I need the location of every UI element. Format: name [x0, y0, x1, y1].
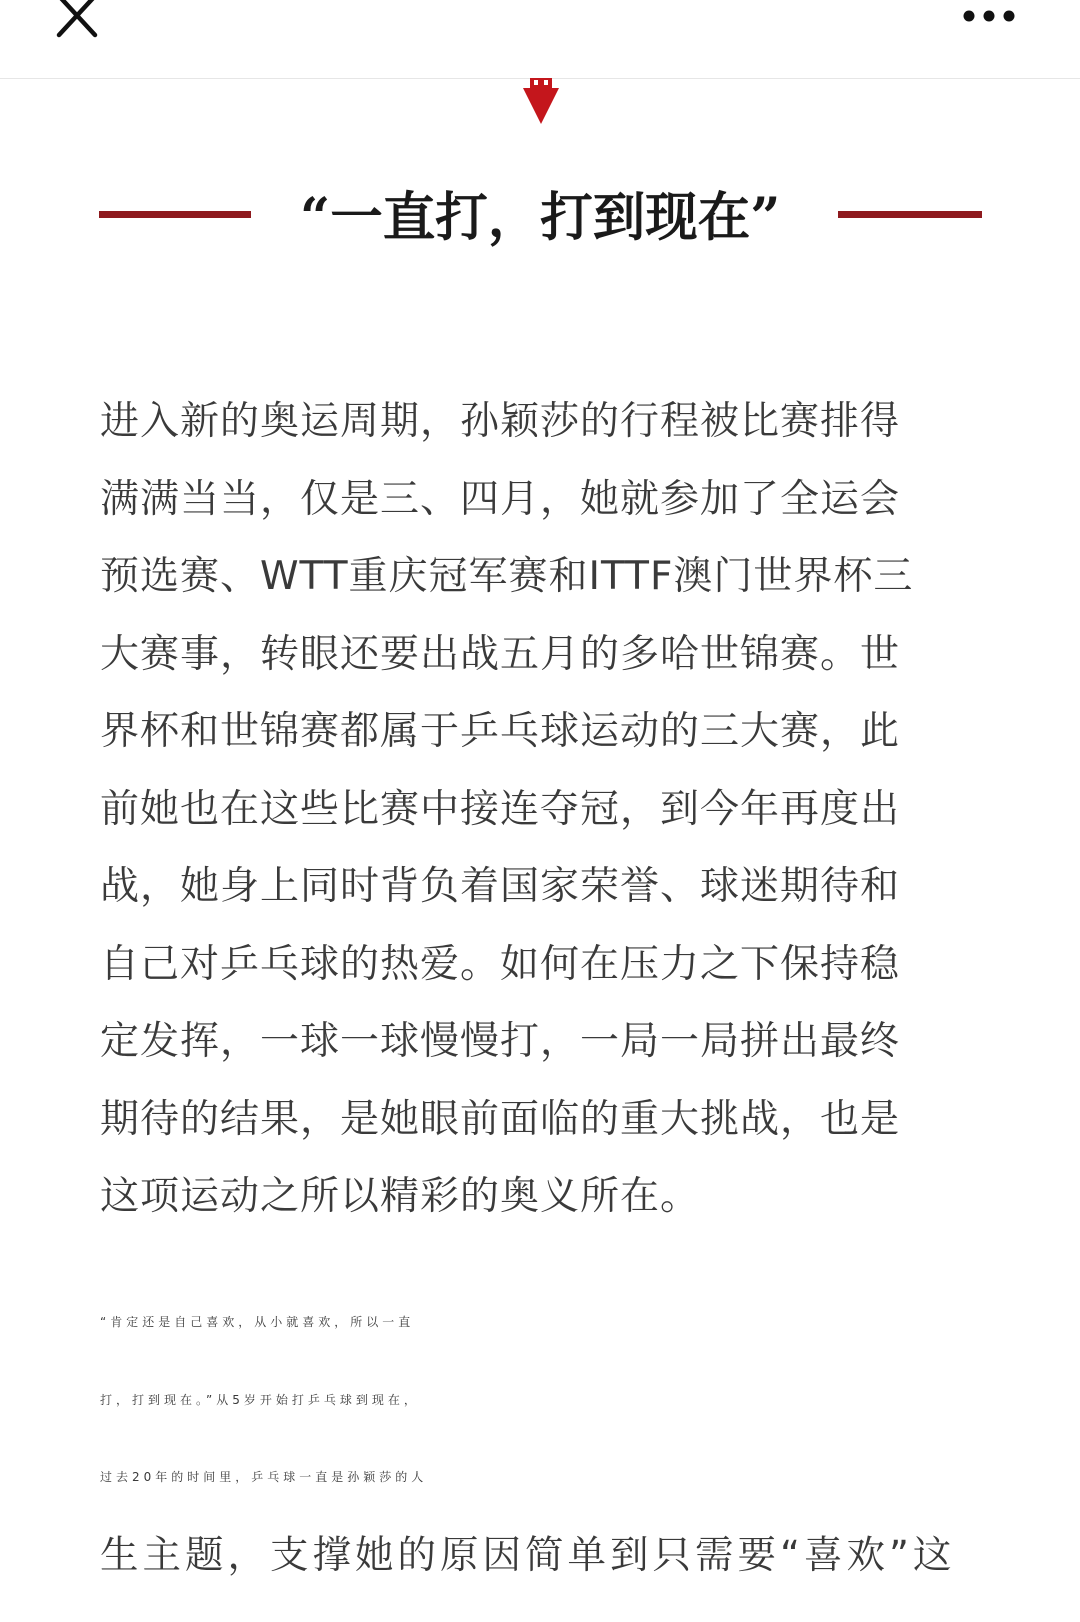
paragraph-line: “肯定还是自己喜欢，从小就喜欢，所以一直 — [100, 1315, 415, 1329]
article-paragraph-1 — [100, 383, 913, 1236]
more-options-button[interactable] — [960, 0, 1040, 40]
title-rule-left — [99, 211, 251, 218]
paragraph-line: 前她也在这些比赛中接连夺冠，到今年再度出 — [100, 786, 901, 832]
close-button[interactable] — [50, 0, 112, 48]
paragraph-line: 定发挥，一球一球慢慢打，一局一局拼出最终 — [100, 1019, 901, 1064]
top-nav-bar — [0, 0, 1080, 79]
paragraph-line: 打，打到现在。”从5岁开始打乒乓球到现在， — [100, 1392, 420, 1407]
paragraph-line: 过去20年的时间里，乒乓球一直是孙颖莎的人 — [100, 1470, 428, 1484]
close-icon — [50, 0, 112, 48]
more-horizontal-icon — [960, 0, 1040, 40]
article-paragraph-2 — [100, 1284, 955, 1594]
paragraph-line: 生主题，支撑她的原因简单到只需要“喜欢”这 — [100, 1532, 956, 1578]
paragraph-line: 大赛事，转眼还要出战五月的多哈世锦赛。世 — [100, 631, 901, 677]
title-rule-right — [838, 211, 982, 218]
paragraph-line: 界杯和世锦赛都属于乒乓球运动的三大赛，此 — [100, 709, 901, 754]
paragraph-line: 进入新的奥运周期，孙颖莎的行程被比赛排得 — [100, 399, 901, 444]
section-title: “一直打，打到现在” — [300, 187, 781, 248]
down-arrow-icon — [523, 78, 559, 128]
paragraph-line: 满满当当，仅是三、四月，她就参加了全运会 — [100, 476, 901, 522]
paragraph-line: 战，她身上同时背负着国家荣誉、球迷期待和 — [100, 864, 901, 909]
paragraph-line: 期待的结果，是她眼前面临的重大挑战，也是 — [100, 1096, 901, 1142]
paragraph-line: 这项运动之所以精彩的奥义所在。 — [100, 1174, 701, 1219]
paragraph-line: 预选赛、WTT重庆冠军赛和ITTF澳门世界杯三 — [100, 554, 914, 599]
paragraph-line: 自己对乒乓球的热爱。如何在压力之下保持稳 — [100, 941, 901, 987]
